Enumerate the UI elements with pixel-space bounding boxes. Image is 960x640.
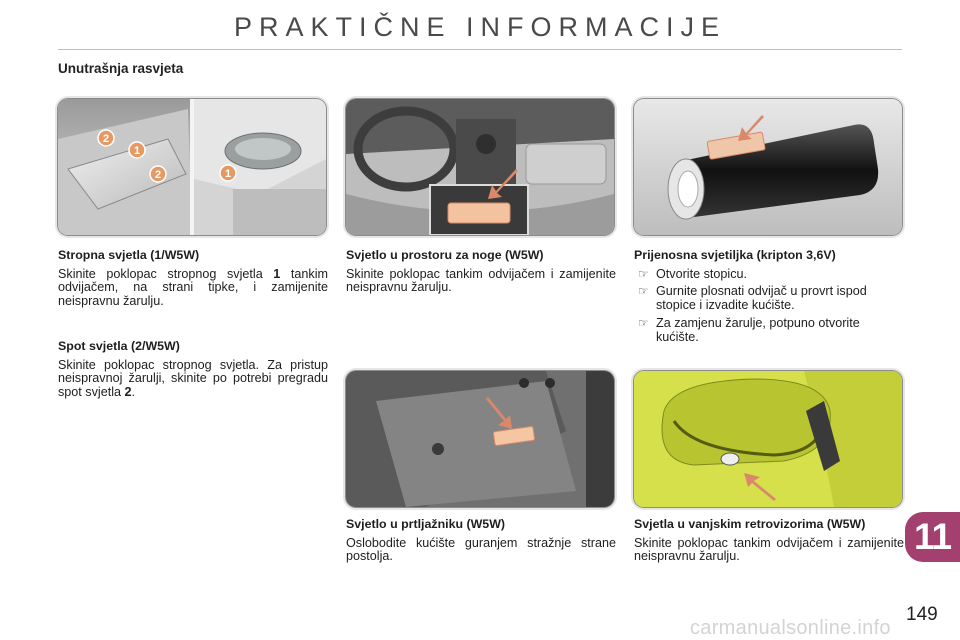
block-text: Skinite poklopac stropnog svjetla 1 tankim odvijačem, na strani tipke, i zamijenite neispravnu žarulju. <box>58 266 328 309</box>
block-footwell-light <box>346 249 616 295</box>
pointing-hand-icon: ☞ <box>638 315 649 330</box>
block-text: Skinite poklopac stropnog svjetla. Za pristup neispravnoj žarulji, skinite po potrebi pregradu spot svjetla 2. <box>58 357 328 400</box>
photo-ceiling-lights <box>58 99 326 235</box>
block-title: Spot svjetla (2/W5W) <box>58 339 180 353</box>
section-title: Unutrašnja rasvjeta <box>58 61 184 76</box>
callout-1b: 1 <box>224 168 232 180</box>
block-title: Stropna svjetla (1/W5W) <box>58 248 200 262</box>
ref-number: 1 <box>273 266 281 281</box>
block-spot-lights <box>58 340 328 400</box>
chapter-tab <box>905 512 960 562</box>
block-text: Skinite poklopac tankim odvijačem i zamijenite neispravnu žarulju. <box>346 266 616 295</box>
block-text: Skinite poklopac tankim odvijačem i zamijenite neispravnu žarulju. <box>634 535 904 564</box>
block-title: Svjetlo u prostoru za noge (W5W) <box>346 248 544 262</box>
block-portable-lamp <box>634 249 904 348</box>
list-item: ☞ Za zamjenu žarulje, potpuno otvorite kućište. <box>638 315 860 344</box>
photo-portable-lamp <box>634 99 902 235</box>
list-item: ☞ Gurnite plosnati odvijač u provrt ispod stopice i izvadite kućište. <box>638 284 867 313</box>
block-title: Svjetla u vanjskim retrovizorima (W5W) <box>634 517 866 531</box>
photo-footwell-light <box>346 99 614 235</box>
callout-1a: 1 <box>133 145 141 157</box>
pointing-hand-icon: ☞ <box>638 266 649 281</box>
list-item: ☞ Otvorite stopicu. <box>638 266 747 281</box>
block-boot-light <box>346 518 616 564</box>
block-text: Oslobodite kućište guranjem stražnje strane postolja. <box>346 535 616 564</box>
photo-mirror-light <box>634 371 902 507</box>
callout-2b: 2 <box>154 169 162 181</box>
block-title: Svjetlo u prtljažniku (W5W) <box>346 517 506 531</box>
page-header-title: PRAKTIČNE INFORMACIJE <box>233 12 727 42</box>
watermark: carmanualsonline.info <box>690 617 891 639</box>
chapter-number: 11 <box>913 516 952 557</box>
page-number: 149 <box>906 604 938 625</box>
header-divider <box>58 49 902 50</box>
callout-2a: 2 <box>102 133 110 145</box>
block-ceiling-lights <box>58 249 328 309</box>
pointing-hand-icon: ☞ <box>638 284 649 299</box>
photo-boot-light <box>346 371 614 507</box>
block-mirror-light <box>634 518 904 564</box>
steps-list <box>634 268 904 345</box>
ref-number: 2 <box>124 385 132 400</box>
block-title: Prijenosna svjetiljka (kripton 3,6V) <box>634 248 836 262</box>
